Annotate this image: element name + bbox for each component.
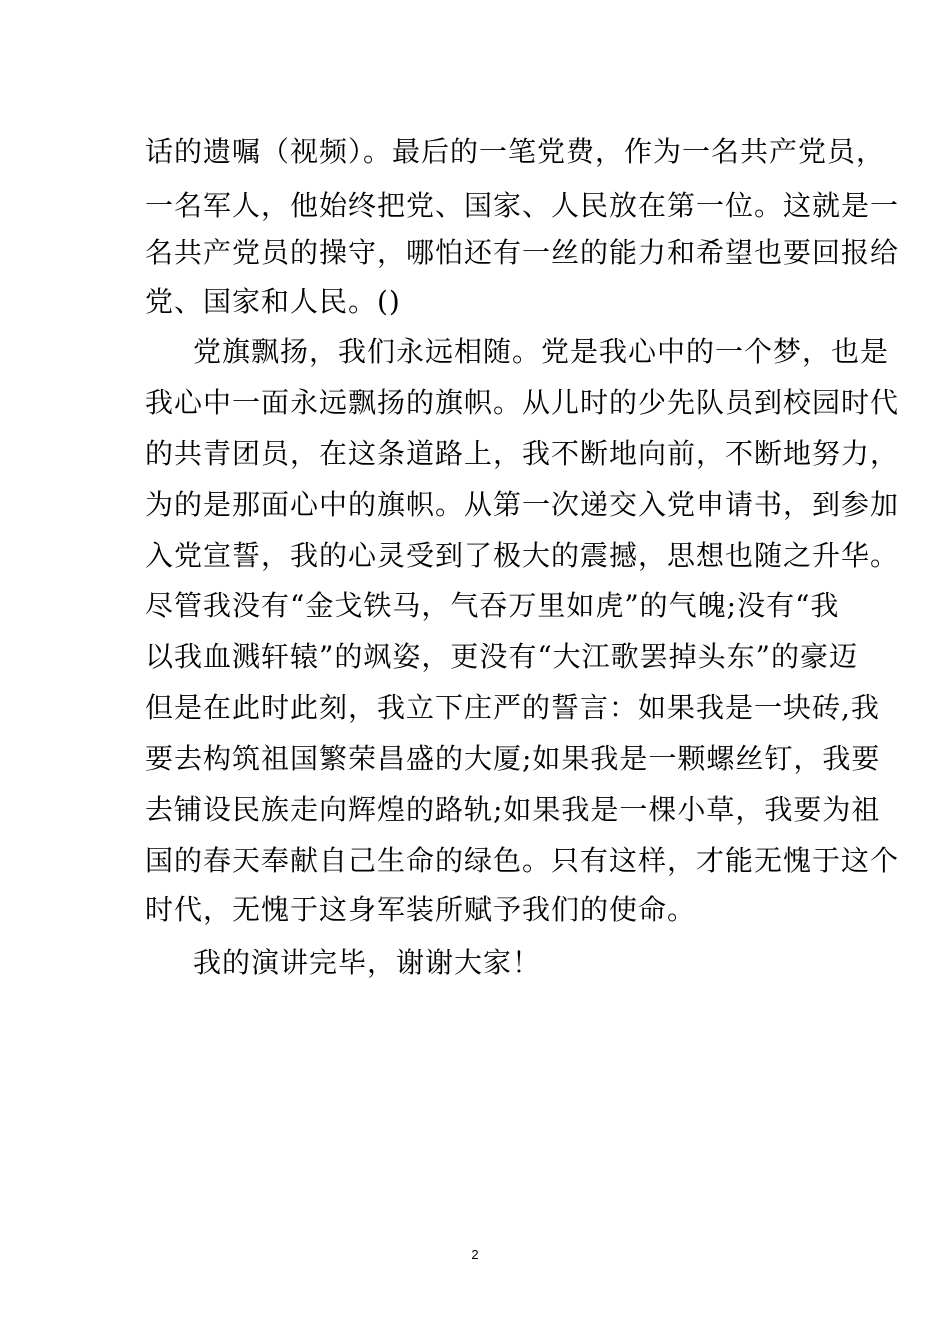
- paragraph-line: 名共产党员的操守，哪怕还有一丝的能力和希望也要回报给: [145, 236, 900, 269]
- paragraph-line: 尽管我没有“金戈铁马，气吞万里如虎”的气魄;没有“我: [145, 589, 840, 622]
- paragraph-line: 一名军人，他始终把党、国家、人民放在第一位。这就是一: [145, 189, 900, 222]
- paragraph-line: 为的是那面心中的旗帜。从第一次递交入党申请书，到参加: [145, 488, 900, 521]
- paragraph-line: 去铺设民族走向辉煌的路轨;如果我是一棵小草，我要为祖: [145, 793, 881, 826]
- paragraph-line-indented: 党旗飘扬，我们永远相随。党是我心中的一个梦，也是: [193, 335, 890, 368]
- paragraph-line: 的共青团员，在这条道路上，我不断地向前，不断地努力，: [145, 437, 900, 470]
- paragraph-line: 但是在此时此刻，我立下庄严的誓言：如果我是一块砖,我: [145, 691, 880, 724]
- paragraph-line: 以我血溅轩辕”的飒姿，更没有“大江歌罢掉头东”的豪迈: [145, 640, 858, 673]
- paragraph-line: 要去构筑祖国繁荣昌盛的大厦;如果我是一颗螺丝钉，我要: [145, 742, 881, 775]
- page-number: 2: [471, 1247, 479, 1262]
- paragraph-line: 入党宣誓，我的心灵受到了极大的震撼，思想也随之升华。: [145, 539, 900, 572]
- paragraph-line: 时代，无愧于这身军装所赋予我们的使命。: [145, 893, 697, 926]
- paragraph-line: 党、国家和人民。(): [145, 285, 401, 318]
- paragraph-line: 国的春天奉献自己生命的绿色。只有这样，才能无愧于这个: [145, 844, 900, 877]
- paragraph-line: 话的遗嘱（视频）。最后的一笔党费，作为一名共产党员，: [145, 135, 886, 168]
- paragraph-line-indented: 我的演讲完毕，谢谢大家！: [193, 946, 542, 979]
- paragraph-line: 我心中一面永远飘扬的旗帜。从儿时的少先队员到校园时代: [145, 386, 900, 419]
